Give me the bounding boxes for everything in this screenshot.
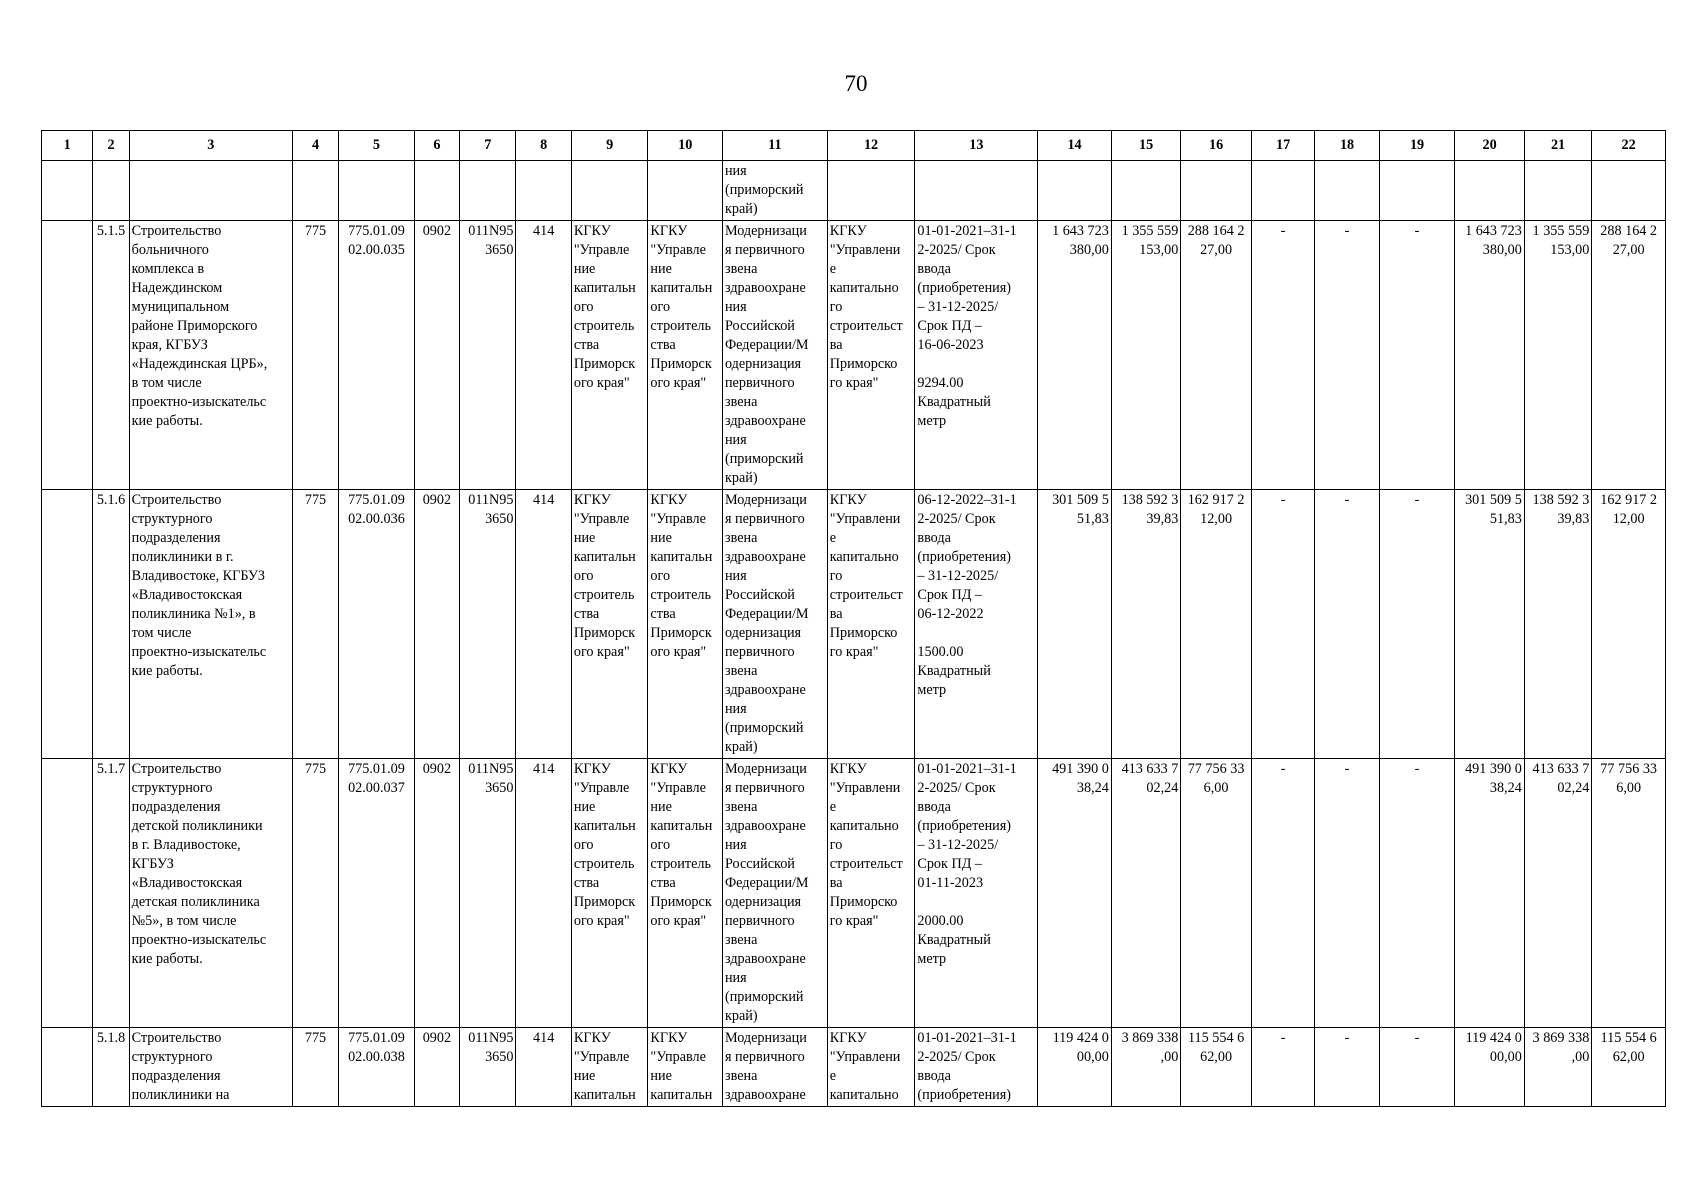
amount-cell: 491 390 0 38,24 [1455, 759, 1525, 1028]
col-header: 15 [1111, 131, 1181, 161]
page-number: 70 [844, 71, 868, 96]
cell: 775 [292, 759, 338, 1028]
cell: КГКУ "Управлени е капитально го строительст ва Приморско го края" [827, 759, 915, 1028]
col-header: 3 [129, 131, 292, 161]
row-number: 5.1.5 [93, 221, 129, 490]
deadline-cell: 06-12-2022–31-1 2-2025/ Срок ввода (приобретения) – 31-12-2025/ Срок ПД – 06-12-2022 1500.00 Квадратный метр [915, 490, 1038, 759]
amount-cell: 491 390 0 38,24 [1038, 759, 1112, 1028]
amount-cell: 77 756 33 6,00 [1181, 759, 1252, 1028]
cell: 775 [292, 221, 338, 490]
cell: - [1251, 221, 1314, 490]
amount-cell: 162 917 2 12,00 [1592, 490, 1666, 759]
cell: - [1315, 221, 1379, 490]
table-row [42, 490, 1666, 759]
amount-cell: 1 643 723 380,00 [1038, 221, 1112, 490]
cell: КГКУ "Управле ние капитальн ого строитель ства Приморск ого края" [648, 759, 723, 1028]
col-header: 16 [1181, 131, 1252, 161]
table-row [42, 1028, 1666, 1107]
cell: 011N95 3650 [460, 221, 516, 490]
cell: КГКУ "Управлени е капитально го строительст ва Приморско го края" [827, 490, 915, 759]
amount-cell: 138 592 3 39,83 [1111, 490, 1181, 759]
amount-cell: 3 869 338 ,00 [1111, 1028, 1181, 1107]
cell: - [1315, 490, 1379, 759]
cell: - [1315, 1028, 1379, 1107]
cell: 414 [516, 1028, 571, 1107]
col-header: 2 [93, 131, 129, 161]
cell: - [1251, 759, 1314, 1028]
col-header: 9 [571, 131, 648, 161]
row-number: 5.1.8 [93, 1028, 129, 1107]
amount-cell: 77 756 33 6,00 [1592, 759, 1666, 1028]
cell: 0902 [414, 490, 459, 759]
col-header: 17 [1251, 131, 1314, 161]
object-name: Строительство больничного комплекса в Надеждинском муниципальном районе Приморского края, КГБУЗ «Надеждинская ЦРБ», в том числе проектно-изыскательс кие работы. [129, 221, 292, 490]
amount-cell: 115 554 6 62,00 [1181, 1028, 1252, 1107]
object-name: Строительство структурного подразделения поликлиники на [129, 1028, 292, 1107]
cell: - [1379, 490, 1455, 759]
amount-cell: 3 869 338 ,00 [1524, 1028, 1591, 1107]
program-cell: Модернизаци я первичного звена здравоохране ния Российской Федерации/М одернизация первичного звена здравоохране ния (приморский край) [722, 221, 827, 490]
amount-cell: 162 917 2 12,00 [1181, 490, 1252, 759]
cell: КГКУ "Управле ние капитальн ого строитель ства Приморск ого края" [648, 221, 723, 490]
table-row [42, 759, 1666, 1028]
program-cell: ния (приморский край) [722, 161, 827, 221]
amount-cell: 288 164 2 27,00 [1592, 221, 1666, 490]
col-header: 19 [1379, 131, 1455, 161]
row-number: 5.1.7 [93, 759, 129, 1028]
col-header: 12 [827, 131, 915, 161]
col-header: 5 [339, 131, 415, 161]
col-header: 8 [516, 131, 571, 161]
col-header: 20 [1455, 131, 1525, 161]
cell: 011N95 3650 [460, 759, 516, 1028]
col-header: 6 [414, 131, 459, 161]
deadline-cell: 01-01-2021–31-1 2-2025/ Срок ввода (приобретения) – 31-12-2025/ Срок ПД – 01-11-2023 2000.00 Квадратный метр [915, 759, 1038, 1028]
amount-cell: 138 592 3 39,83 [1524, 490, 1591, 759]
col-header: 22 [1592, 131, 1666, 161]
cell: 0902 [414, 221, 459, 490]
col-header: 7 [460, 131, 516, 161]
amount-cell: 413 633 7 02,24 [1111, 759, 1181, 1028]
col-header: 18 [1315, 131, 1379, 161]
cell: КГКУ "Управле ние капитальн ого строитель ства Приморск ого края" [571, 759, 648, 1028]
cell: КГКУ "Управле ние капитальн ого строитель ства Приморск ого края" [648, 490, 723, 759]
budget-table [41, 130, 1666, 1107]
amount-cell: 301 509 5 51,83 [1038, 490, 1112, 759]
cell: КГКУ "Управле ние капитальн ого строитель ства Приморск ого края" [571, 490, 648, 759]
amount-cell: 115 554 6 62,00 [1592, 1028, 1666, 1107]
program-cell: Модернизаци я первичного звена здравоохране ния Российской Федерации/М одернизация первичного звена здравоохране ния (приморский край) [722, 490, 827, 759]
continuation-row [42, 161, 1666, 221]
cell: 0902 [414, 759, 459, 1028]
cell: - [1379, 221, 1455, 490]
deadline-cell: 01-01-2021–31-1 2-2025/ Срок ввода (приобретения) – 31-12-2025/ Срок ПД – 16-06-2023 9294.00 Квадратный метр [915, 221, 1038, 490]
col-header: 10 [648, 131, 723, 161]
col-header: 13 [915, 131, 1038, 161]
col-header: 21 [1524, 131, 1591, 161]
cell: 0902 [414, 1028, 459, 1107]
program-cell: Модернизаци я первичного звена здравоохране ния Российской Федерации/М одернизация первичного звена здравоохране ния (приморский край) [722, 759, 827, 1028]
cell: КГКУ "Управле ние капитальн [648, 1028, 723, 1107]
cell: - [1251, 1028, 1314, 1107]
table-row [42, 221, 1666, 490]
amount-cell: 1 355 559 153,00 [1524, 221, 1591, 490]
program-cell: Модернизаци я первичного звена здравоохране [722, 1028, 827, 1107]
cell: 414 [516, 759, 571, 1028]
cell: 775.01.09 02.00.038 [339, 1028, 415, 1107]
cell: 775 [292, 490, 338, 759]
object-name: Строительство структурного подразделения детской поликлиники в г. Владивостоке, КГБУЗ «Владивостокская детская поликлиника №5», в том числе проектно-изыскательс кие работы. [129, 759, 292, 1028]
cell: 775.01.09 02.00.035 [339, 221, 415, 490]
amount-cell: 413 633 7 02,24 [1524, 759, 1591, 1028]
cell: - [1379, 1028, 1455, 1107]
cell: - [1379, 759, 1455, 1028]
row-number: 5.1.6 [93, 490, 129, 759]
cell: 011N95 3650 [460, 1028, 516, 1107]
cell: КГКУ "Управле ние капитальн ого строитель ства Приморск ого края" [571, 221, 648, 490]
amount-cell: 119 424 0 00,00 [1038, 1028, 1112, 1107]
cell: - [1315, 759, 1379, 1028]
col-header: 4 [292, 131, 338, 161]
amount-cell: 1 355 559 153,00 [1111, 221, 1181, 490]
cell: 775.01.09 02.00.036 [339, 490, 415, 759]
amount-cell: 301 509 5 51,83 [1455, 490, 1525, 759]
amount-cell: 288 164 2 27,00 [1181, 221, 1252, 490]
cell: КГКУ "Управле ние капитальн [571, 1028, 648, 1107]
cell: КГКУ "Управлени е капитально [827, 1028, 915, 1107]
col-header: 14 [1038, 131, 1112, 161]
cell: 011N95 3650 [460, 490, 516, 759]
cell: 775 [292, 1028, 338, 1107]
header-row [42, 131, 1666, 161]
cell: КГКУ "Управлени е капитально го строительст ва Приморско го края" [827, 221, 915, 490]
cell: 414 [516, 221, 571, 490]
cell: - [1251, 490, 1314, 759]
object-name: Строительство структурного подразделения поликлиники в г. Владивостоке, КГБУЗ «Владивостокская поликлиника №1», в том числе проектно-изыскательс кие работы. [129, 490, 292, 759]
col-header: 1 [42, 131, 93, 161]
amount-cell: 1 643 723 380,00 [1455, 221, 1525, 490]
col-header: 11 [722, 131, 827, 161]
deadline-cell: 01-01-2021–31-1 2-2025/ Срок ввода (приобретения) [915, 1028, 1038, 1107]
cell: 414 [516, 490, 571, 759]
cell: 775.01.09 02.00.037 [339, 759, 415, 1028]
amount-cell: 119 424 0 00,00 [1455, 1028, 1525, 1107]
